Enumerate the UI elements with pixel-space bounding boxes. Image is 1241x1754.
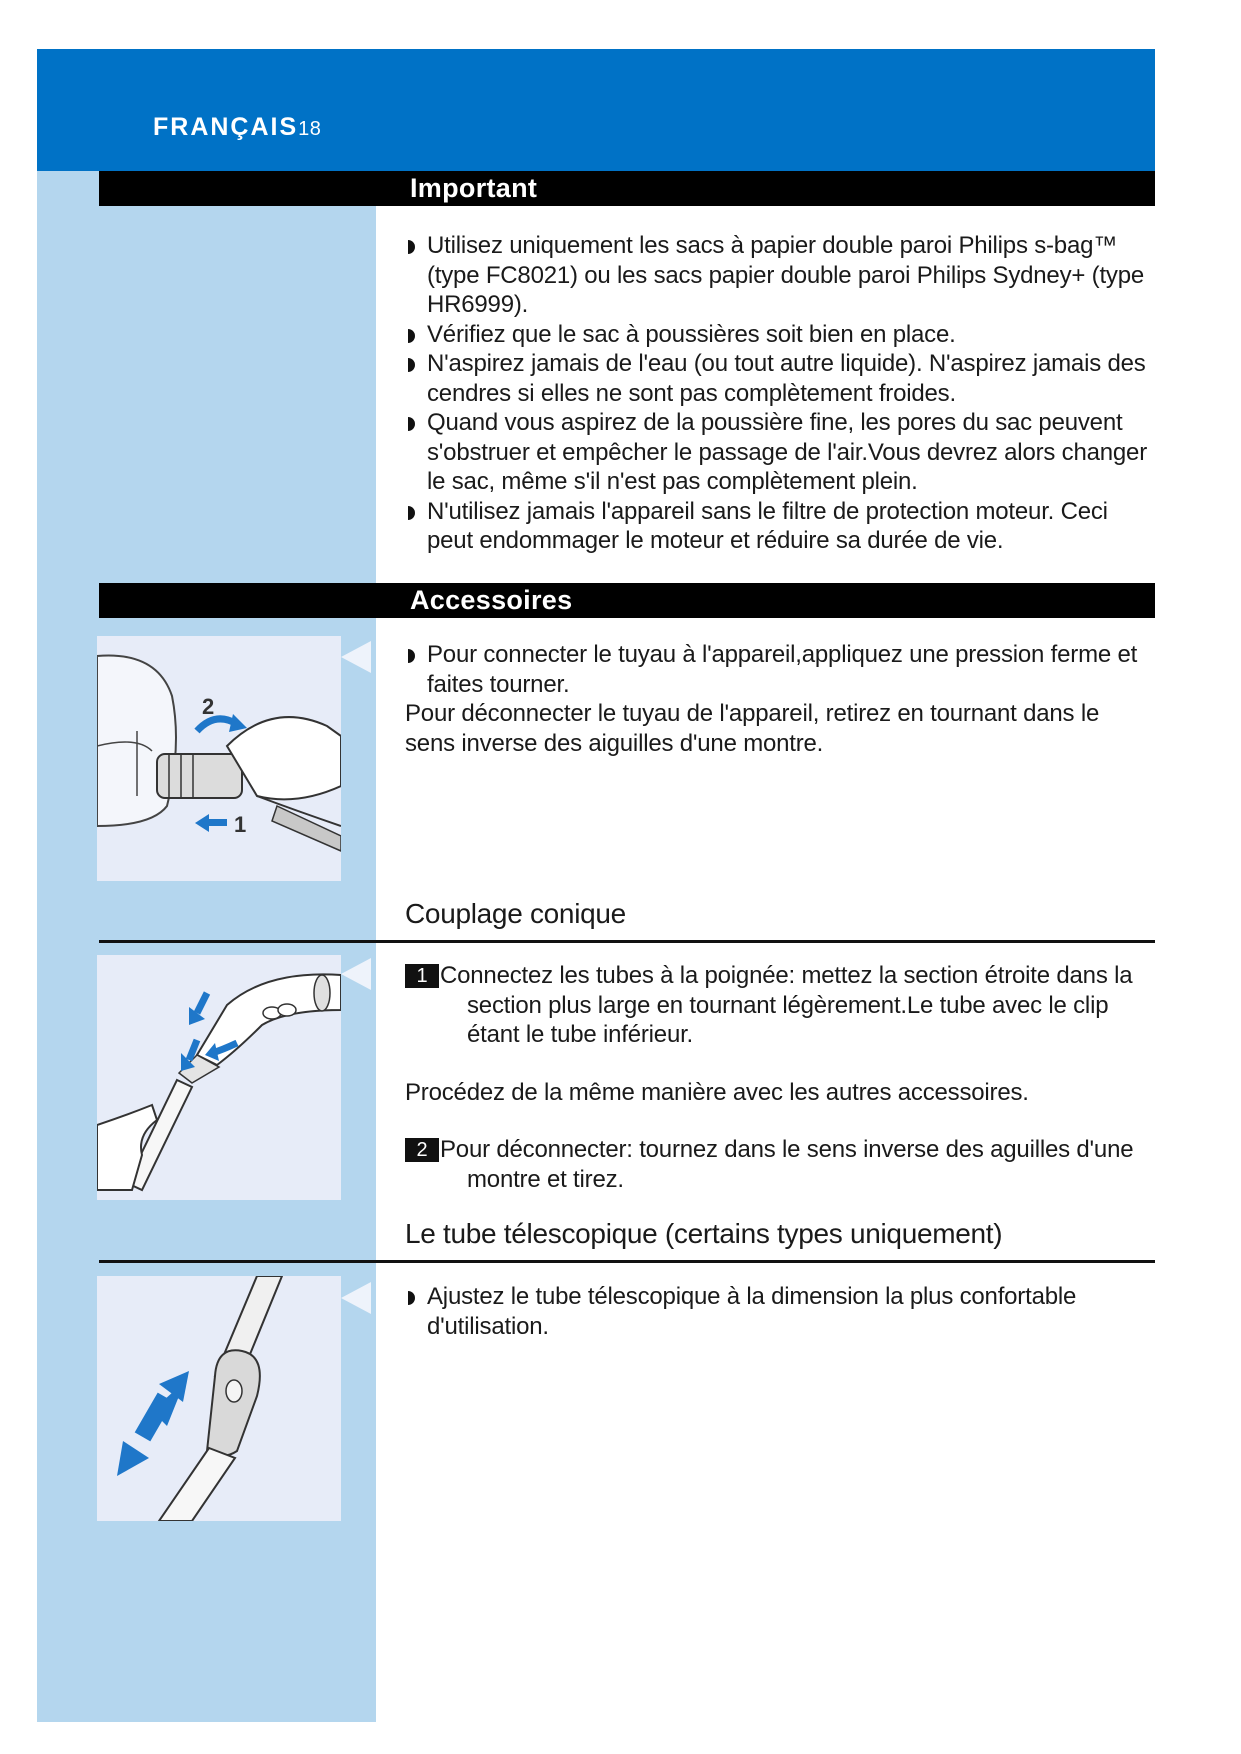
cone-coupling-figure xyxy=(97,955,341,1200)
couplage-step-2 xyxy=(405,1135,1155,1194)
telescopique-bullet: Ajustez le tube télescopique à la dimension la plus confortable d'utilisation. xyxy=(405,1282,1150,1341)
figure-label-2: 2 xyxy=(202,694,215,719)
telescopic-tube-figure xyxy=(97,1276,341,1521)
telescopique-rule xyxy=(99,1260,1155,1263)
step-number-badge: 2 xyxy=(405,1138,439,1162)
couplage-rule xyxy=(99,940,1155,943)
accessoires-paragraph: Pour déconnecter le tuyau de l'appareil, retirez en tournant dans le sens inverse des aiguilles d'une montre. xyxy=(405,700,1100,757)
important-bullet: Vérifiez que le sac à poussières soit bien en place. xyxy=(405,320,1155,350)
important-title: Important xyxy=(410,173,538,203)
step-number-badge: 1 xyxy=(405,964,439,988)
hose-connection-figure xyxy=(97,636,341,881)
telescopic-tube-illustration xyxy=(97,1276,341,1521)
figure-pointer xyxy=(341,958,371,990)
header-band xyxy=(37,49,1155,171)
important-bullet: N'utilisez jamais l'appareil sans le filtre de protection moteur. Ceci peut endommager le moteur et réduire sa durée de vie. xyxy=(405,497,1155,556)
step-text: Pour déconnecter: tournez dans le sens inverse des aguilles d'une montre et tirez. xyxy=(440,1136,1134,1193)
step-text: Connectez les tubes à la poignée: mettez la section étroite dans la section plus large en tournant légèrement.Le tube avec le clip étant le tube inférieur. xyxy=(440,962,1133,1048)
figure-pointer xyxy=(341,641,371,673)
couplage-content xyxy=(405,961,1155,1194)
page-number: 18 xyxy=(298,118,322,140)
important-bullet: N'aspirez jamais de l'eau (ou tout autre liquide). N'aspirez jamais des cendres si elles ne sont pas complètement froides. xyxy=(405,349,1155,408)
accessoires-title: Accessoires xyxy=(410,585,573,615)
figure-label-1: 1 xyxy=(234,812,247,837)
accessoires-heading-bar xyxy=(99,583,1155,618)
important-bullet: Quand vous aspirez de la poussière fine, les pores du sac peuvent s'obstruer et empêcher le passage de l'air.Vous devrez alors changer le sac, même s'il n'est pas complètement plein. xyxy=(405,408,1155,497)
important-heading-bar xyxy=(99,171,1155,206)
accessoires-bullet: Pour connecter le tuyau à l'appareil,appliquez une pression ferme et faites tourner. xyxy=(405,640,1150,699)
telescopique-content xyxy=(405,1282,1150,1341)
important-bullet: Utilisez uniquement les sacs à papier double paroi Philips s-bag™ (type FC8021) ou les sacs papier double paroi Philips Sydney+ (type HR6999). xyxy=(405,231,1155,320)
step-prefix xyxy=(405,1135,440,1165)
step-prefix xyxy=(405,961,440,991)
figure-pointer xyxy=(341,1282,371,1314)
important-list xyxy=(405,231,1155,556)
accessoires-content xyxy=(405,640,1150,758)
couplage-title: Couplage conique xyxy=(405,898,626,929)
couplage-paragraph: Procédez de la même manière avec les autres accessoires. xyxy=(405,1078,1029,1106)
page-header xyxy=(153,113,321,142)
cone-coupling-illustration xyxy=(97,955,341,1200)
language-title: FRANÇAIS xyxy=(153,113,299,141)
couplage-step-1 xyxy=(405,961,1155,1050)
hose-connection-illustration xyxy=(97,636,341,881)
telescopique-title: Le tube télescopique (certains types uniquement) xyxy=(405,1218,1003,1249)
